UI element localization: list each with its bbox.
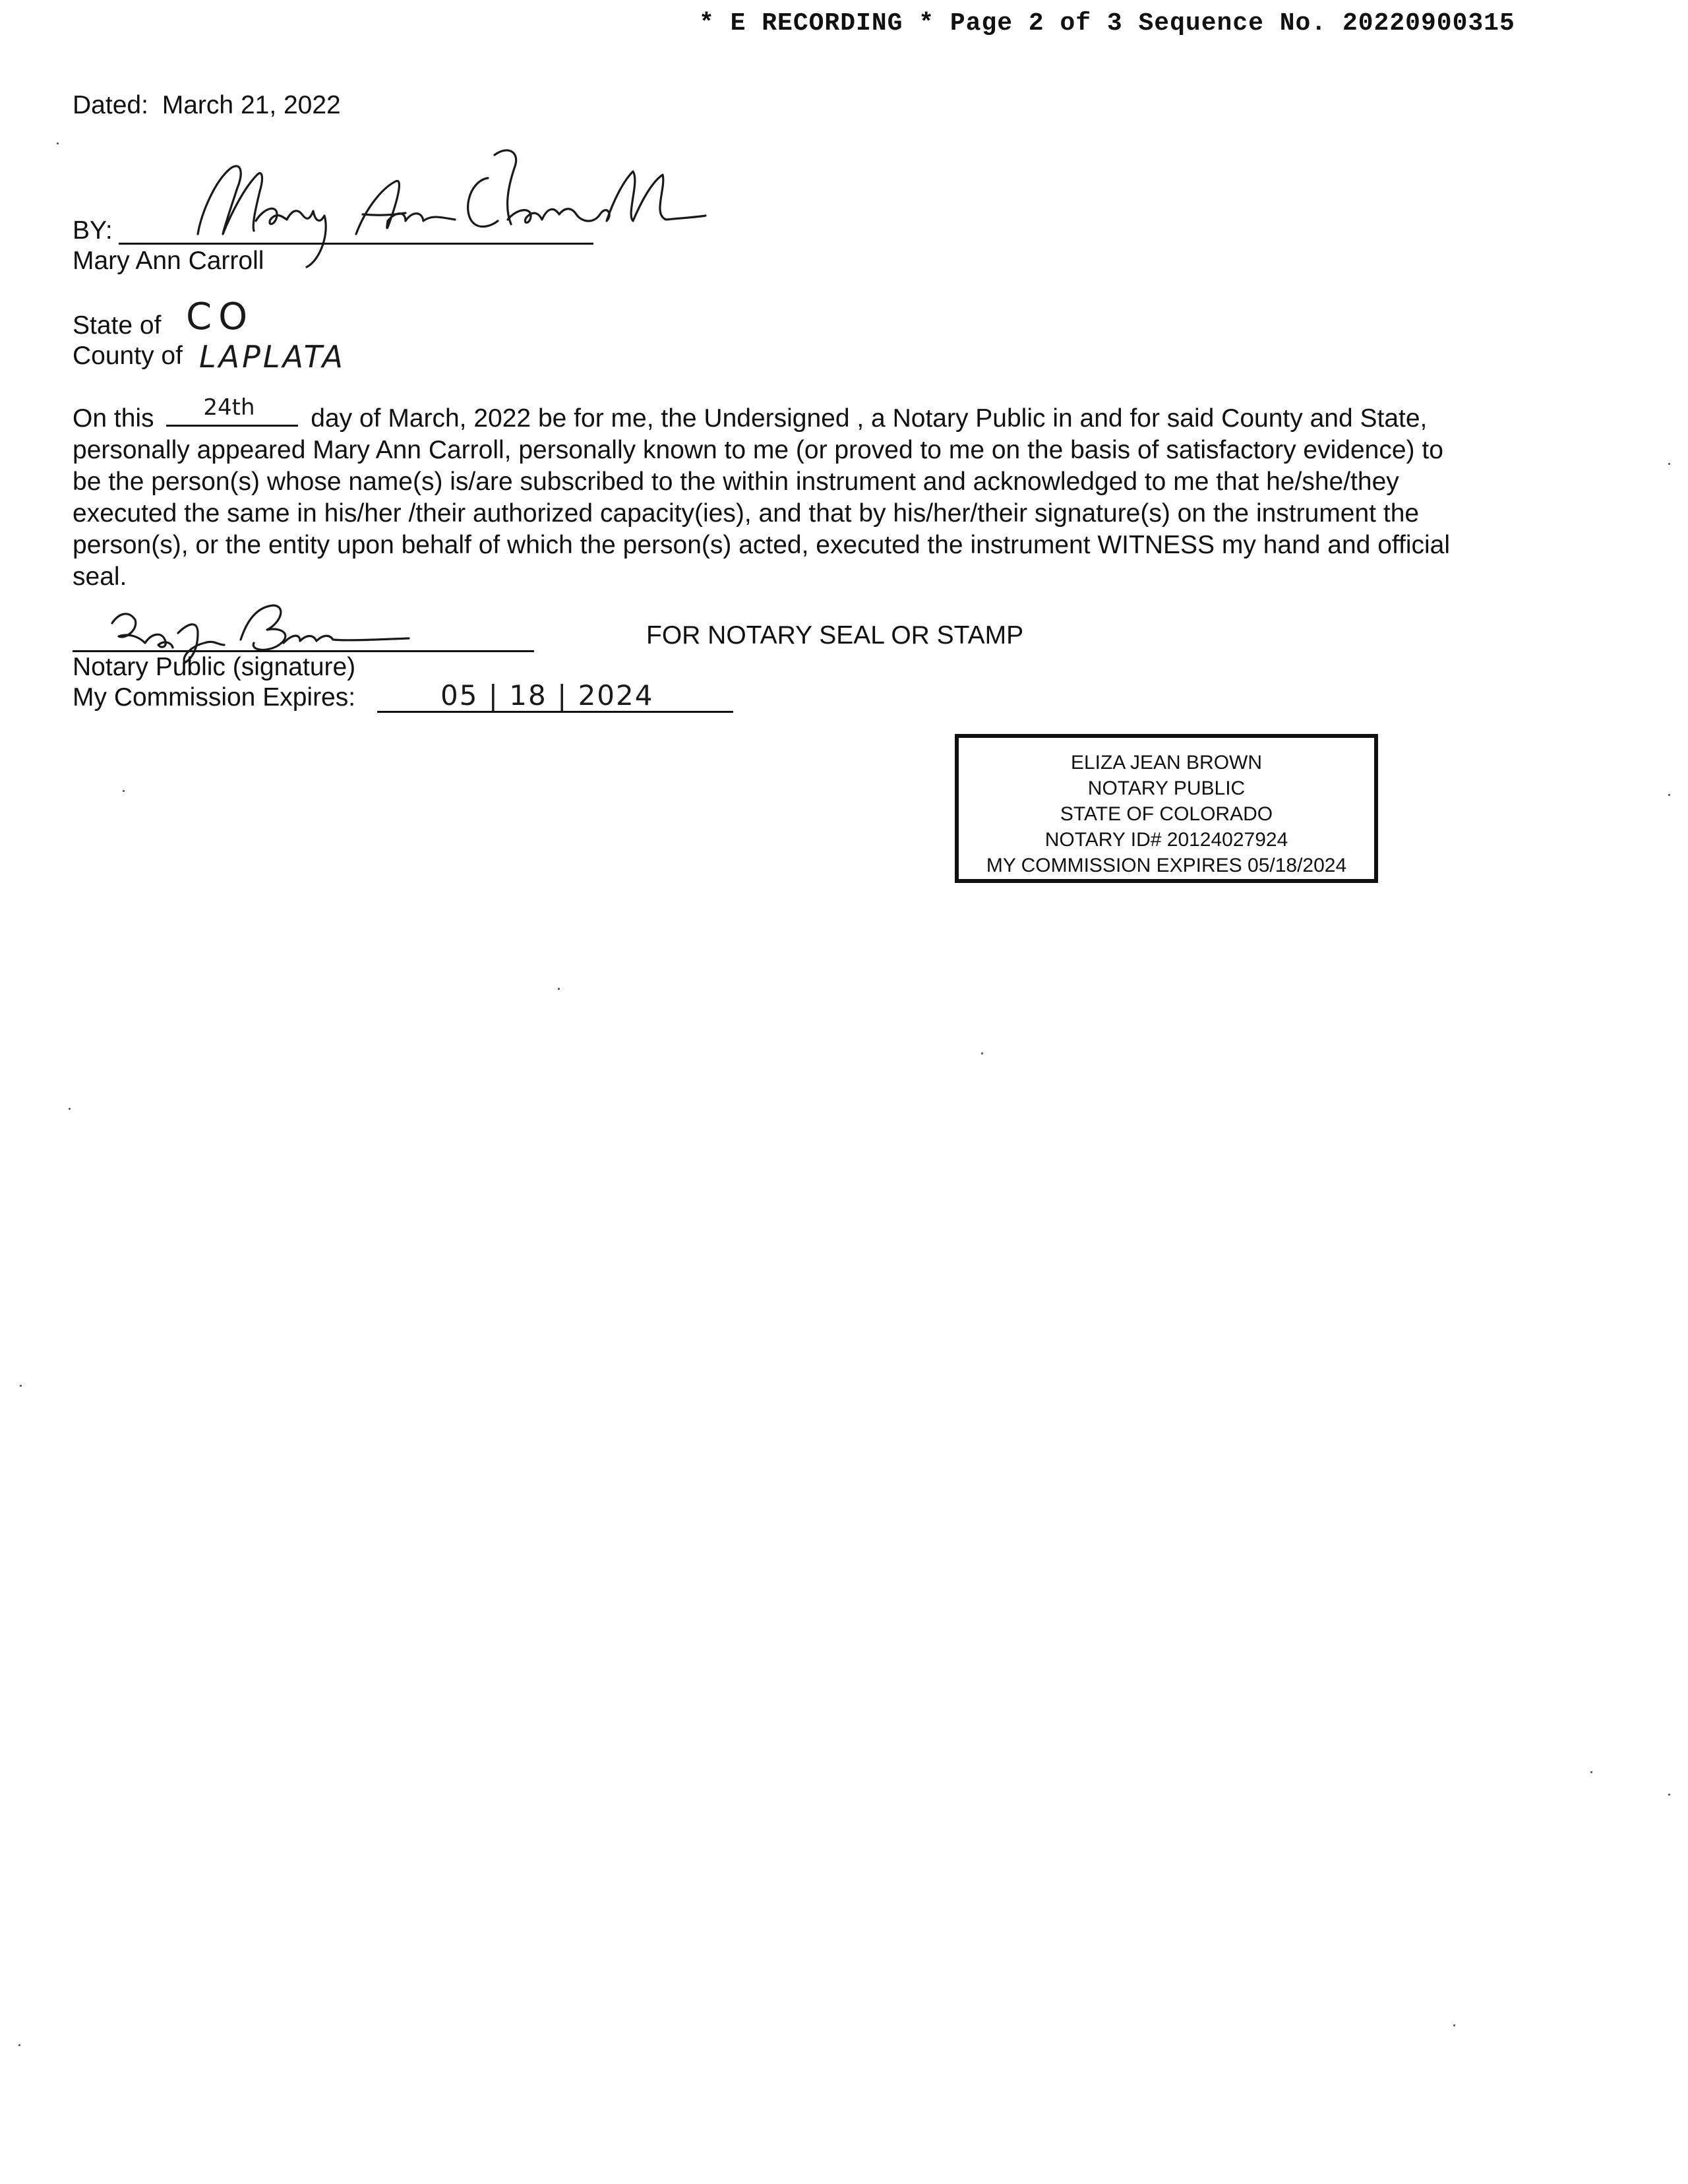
day-value: 24th (203, 394, 255, 421)
commission-value: 05 | 18 | 2024 (440, 679, 654, 712)
recording-header: * E RECORDING * Page 2 of 3 Sequence No. 20220900315 (699, 9, 1515, 38)
commission-label: My Commission Expires: (73, 683, 356, 712)
state-label: State of (73, 311, 162, 340)
notary-stamp (955, 734, 1378, 883)
county-label: County of (73, 342, 183, 370)
acknowledgment-paragraph (73, 394, 1536, 593)
signature-rule (119, 243, 593, 245)
dated-label: Dated: (73, 91, 148, 119)
scan-speck (1453, 2024, 1455, 2026)
stamp-line-name: ELIZA JEAN BROWN (1070, 752, 1263, 774)
signatory-name: Mary Ann Carroll (73, 247, 264, 275)
scan-speck (57, 142, 59, 144)
state-value: CO (186, 295, 255, 338)
scan-speck (123, 790, 125, 792)
scan-speck (69, 1108, 71, 1110)
acknowledgment-line-2: personally appeared Mary Ann Carroll, personally known to me (or proved to me on the basis of satisfactory evidence) to (73, 436, 1443, 464)
scan-speck (18, 2044, 20, 2046)
acknowledgment-line-3: be the person(s) whose name(s) is/are subscribed to the within instrument and acknowledged to me that he/she/they (73, 468, 1399, 496)
stamp-line-id: NOTARY ID# 20124027924 (1044, 829, 1288, 851)
stamp-line-state: STATE OF COLORADO (1060, 803, 1273, 825)
day-blank (166, 394, 298, 427)
notary-signature-label: Notary Public (signature) (73, 653, 356, 681)
county-value: LAPLATA (199, 339, 346, 375)
scan-speck (1590, 1771, 1592, 1773)
scan-speck (1668, 463, 1670, 465)
by-label: BY: (73, 216, 113, 245)
acknowledgment-line-1 (73, 394, 1536, 435)
dated-line (73, 90, 341, 121)
scan-speck (558, 988, 560, 990)
acknowledgment-line-4: executed the same in his/her /their authorized capacity(ies), and that by his/her/their signature(s) on the instrument the (73, 499, 1420, 528)
scan-speck (1668, 1794, 1670, 1796)
scan-speck (1668, 794, 1670, 796)
acknowledgment-lead: On this (73, 404, 154, 433)
seal-label: FOR NOTARY SEAL OR STAMP (646, 621, 1024, 650)
stamp-line-title: NOTARY PUBLIC (1087, 777, 1246, 799)
stamp-line-expiry: MY COMMISSION EXPIRES 05/18/2024 (986, 855, 1347, 876)
acknowledgment-line-5: person(s), or the entity upon behalf of which the person(s) acted, executed the instrument WITNESS my hand and official (73, 531, 1451, 559)
scan-speck (20, 1385, 22, 1387)
scan-speck (981, 1052, 983, 1054)
dated-value: March 21, 2022 (162, 91, 341, 119)
acknowledgment-line-6: seal. (73, 562, 127, 591)
acknowledgment-line-1-rest: day of March, 2022 be for me, the Undersigned , a Notary Public in and for said County and State, (311, 404, 1428, 433)
